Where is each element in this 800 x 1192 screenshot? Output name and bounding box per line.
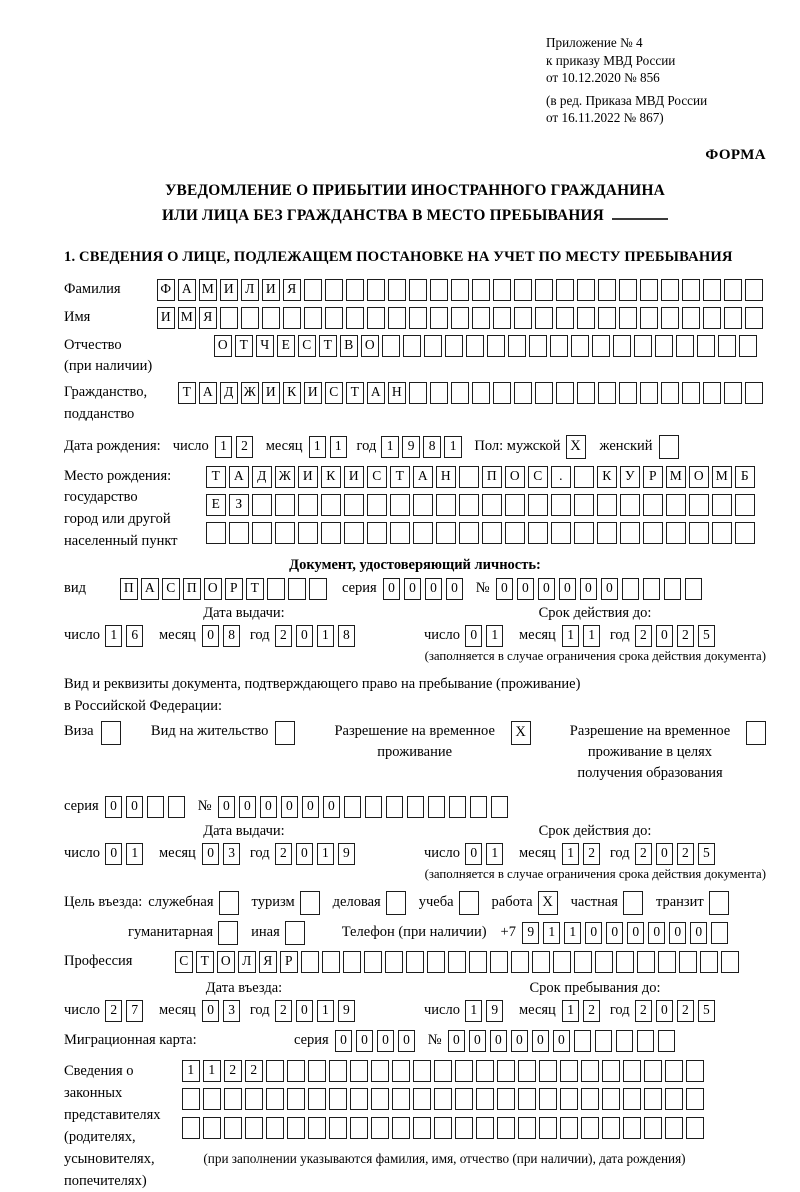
doc-issue-heading: Дата выдачи: [203,604,285,621]
representatives-row3-input[interactable] [182,1117,707,1139]
purpose-study-checkbox[interactable] [459,891,479,915]
temp-residence-label: Разрешение на временное проживание [334,722,495,760]
birth-date-label: Дата рождения: [64,437,161,454]
amendment-line-2: от 16.11.2022 № 867) [546,110,664,126]
entry-day-input[interactable]: 2 7 [105,1000,147,1022]
representatives-label: Сведения о законных представителях (родителях, усыновителях, попечителях) [64,1062,161,1189]
form-title-line2: ИЛИ ЛИЦА БЕЗ ГРАЖДАНСТВА В МЕСТО ПРЕБЫВАНИЯ [162,206,604,224]
residence-permit-checkbox[interactable] [275,721,295,745]
purpose-work-label: работа [491,894,533,911]
purpose-private-checkbox[interactable] [623,891,643,915]
doc-expiry-day-input[interactable]: 0 1 [465,625,507,647]
order-reference [546,34,766,127]
profession-label: Профессия [64,952,133,969]
birth-place-row2-input[interactable]: Е З [206,494,758,516]
purpose-study-label: учеба [418,894,454,911]
res-expiry-year-label: год [609,844,630,861]
res-expiry-day-input[interactable]: 0 1 [465,843,507,865]
res-expiry-day-label: число [424,844,460,861]
residence-permit-label: Вид на жительство [150,722,269,739]
forma-label: ФОРМА [705,146,766,163]
doc-expiry-day-label: число [424,626,460,643]
doc-expiry-heading: Срок действия до: [538,604,652,621]
doc-issue-month-label: месяц [158,626,196,643]
stay-day-label: число [424,1001,460,1018]
amendment-line-1: (в ред. Приказа МВД России [546,92,708,108]
purpose-private-label: частная [570,894,618,911]
stay-year-label: год [609,1001,630,1018]
residence-doc-intro: Вид и реквизиты документа, подтверждающего право на пребывание (проживание) в Российской Федерации: [64,675,581,715]
res-expiry-note: (заполняется в случае ограничения срока действия документа) [424,866,766,881]
res-expiry-month-input[interactable]: 1 2 [562,843,604,865]
entry-date-heading: Дата въезда: [205,979,283,996]
section1-heading: 1. СВЕДЕНИЯ О ЛИЦЕ, ПОДЛЕЖАЩЕМ ПОСТАНОВКЕ НА УЧЕТ ПО МЕСТУ ПРЕБЫВАНИЯ [64,248,733,265]
appendix-line: Приложение № 4 [546,35,643,50]
doc-expiry-month-label: месяц [518,626,556,643]
surname-label: Фамилия [64,280,121,297]
purpose-tourism-label: туризм [251,894,295,911]
mig-number-input[interactable]: 0 0 0 0 0 0 [448,1030,679,1052]
form-title-line1: УВЕДОМЛЕНИЕ О ПРИБЫТИИ ИНОСТРАННОГО ГРАЖДАНИНА [165,181,665,199]
res-issue-month-input[interactable]: 0 3 [202,843,244,865]
order-date-line: от 10.12.2020 № 856 [546,70,660,86]
order-line: к приказу МВД России [546,52,676,68]
entry-year-label: год [249,1001,270,1018]
purpose-business-label: деловая [332,894,381,911]
visa-label: Виза [64,722,94,739]
stay-day-input[interactable]: 1 9 [465,1000,507,1022]
mig-number-label: № [427,1031,442,1048]
entry-month-label: месяц [158,1001,196,1018]
representatives-note: (при заполнении указываются фамилия, имя, отчество (при наличии), дата рождения) [203,1150,686,1166]
representatives-row1-input[interactable]: 1 1 2 2 [182,1060,707,1082]
res-issue-month-label: месяц [158,844,196,861]
purpose-transit-checkbox[interactable] [709,891,729,915]
citizenship-input[interactable]: Т А Д Ж И К И С Т А Н [178,382,766,404]
blank-underline [612,206,668,220]
patronymic-label: Отчество (при наличии) [64,336,153,375]
doc-expiry-note: (заполняется в случае ограничения срока действия документа) [424,648,766,663]
mig-series-input[interactable]: 0 0 0 0 [335,1030,419,1052]
doc-type-label: вид [64,579,86,596]
stay-month-input[interactable]: 1 2 [562,1000,604,1022]
doc-expiry-year-label: год [609,626,630,643]
res-series-input[interactable]: 0 0 [105,796,189,818]
res-issue-year-label: год [249,844,270,861]
stay-until-heading: Срок пребывания до: [529,979,661,996]
sex-female-label: женский [599,437,653,454]
birth-place-row1-input[interactable]: Т А Д Ж И К И С Т А Н П О С . К У Р М О М Б [206,466,758,488]
res-expiry-month-label: месяц [518,844,556,861]
birth-year-input[interactable]: 1 9 8 1 [381,436,465,458]
doc-issue-year-label: год [249,626,270,643]
doc-series-input[interactable]: 0 0 0 0 [383,578,467,600]
purpose-transit-label: транзит [655,894,704,911]
identity-doc-heading: Документ, удостоверяющий личность: [289,556,541,573]
res-issue-heading: Дата выдачи: [203,822,285,839]
purpose-tourism-checkbox[interactable] [300,891,320,915]
entry-purpose-label: Цель въезда: [64,893,143,910]
given-name-input[interactable]: И М Я [157,307,766,329]
doc-series-label: серия [342,579,377,596]
purpose-other-label: иная [251,924,280,941]
doc-issue-year-input[interactable]: 2 0 1 8 [275,625,359,647]
doc-issue-month-input[interactable]: 0 8 [202,625,244,647]
doc-number-input[interactable]: 0 0 0 0 0 0 [496,578,706,600]
sex-male-label: Пол: мужской [474,437,561,454]
res-number-input[interactable]: 0 0 0 0 0 0 [218,796,512,818]
entry-year-input[interactable]: 2 0 1 9 [275,1000,359,1022]
entry-day-label: число [64,1001,100,1018]
purpose-official-label: служебная [148,894,214,911]
given-name-label: Имя [64,308,91,325]
res-issue-year-input[interactable]: 2 0 1 9 [275,843,359,865]
doc-expiry-month-input[interactable]: 1 1 [562,625,604,647]
purpose-work-checkbox[interactable]: X [538,891,558,915]
phone-label: Телефон (при наличии) [341,923,487,940]
birth-place-label: Место рождения: государство город или другой населенный пункт [64,467,178,549]
representatives-row2-input[interactable] [182,1088,707,1110]
purpose-humanitarian-label: гуманитарная [128,924,214,941]
birth-day-input[interactable]: 1 2 [215,436,257,458]
doc-number-label: № [475,579,490,596]
birth-place-row3-input[interactable] [206,522,758,544]
temp-residence-education-checkbox[interactable] [746,721,766,745]
stay-year-input[interactable]: 2 0 2 5 [635,1000,719,1022]
purpose-business-checkbox[interactable] [386,891,406,915]
stay-month-label: месяц [518,1001,556,1018]
temp-residence-checkbox[interactable]: X [511,721,531,745]
res-issue-day-input[interactable]: 0 1 [105,843,147,865]
purpose-official-checkbox[interactable] [219,891,239,915]
doc-expiry-year-input[interactable]: 2 0 2 5 [635,625,719,647]
birth-year-label: год [356,437,377,454]
purpose-humanitarian-checkbox[interactable] [218,921,238,945]
phone-input[interactable]: 9 1 1 0 0 0 0 0 0 [522,922,732,944]
sex-male-checkbox[interactable]: X [566,435,586,459]
res-series-label: серия [64,797,99,814]
visa-checkbox[interactable] [101,721,121,745]
doc-issue-day-input[interactable]: 1 6 [105,625,147,647]
res-issue-day-label: число [64,844,100,861]
res-expiry-heading: Срок действия до: [538,822,652,839]
birth-month-label: месяц [265,437,303,454]
profession-input[interactable]: С Т О Л Я Р [175,951,742,973]
temp-residence-education-label: Разрешение на временное проживание в целях получения образования [569,722,731,781]
mig-series-label: серия [294,1031,329,1048]
res-number-label: № [197,797,212,814]
phone-prefix: +7 [500,923,516,940]
migration-card-label: Миграционная карта: [64,1031,197,1048]
doc-issue-day-label: число [64,626,100,643]
res-expiry-year-input[interactable]: 2 0 2 5 [635,843,719,865]
citizenship-label: Гражданство, подданство [64,384,148,422]
birth-day-label: число [172,437,209,454]
surname-input[interactable]: Ф А М И Л И Я [157,279,766,301]
sex-female-checkbox[interactable] [659,435,679,459]
birth-month-input[interactable]: 1 1 [309,436,351,458]
purpose-other-checkbox[interactable] [285,921,305,945]
form-title [64,179,766,229]
patronymic-input[interactable]: О Т Ч Е С Т В О [214,335,760,357]
entry-month-input[interactable]: 0 3 [202,1000,244,1022]
doc-type-input[interactable]: П А С П О Р Т [120,578,330,600]
